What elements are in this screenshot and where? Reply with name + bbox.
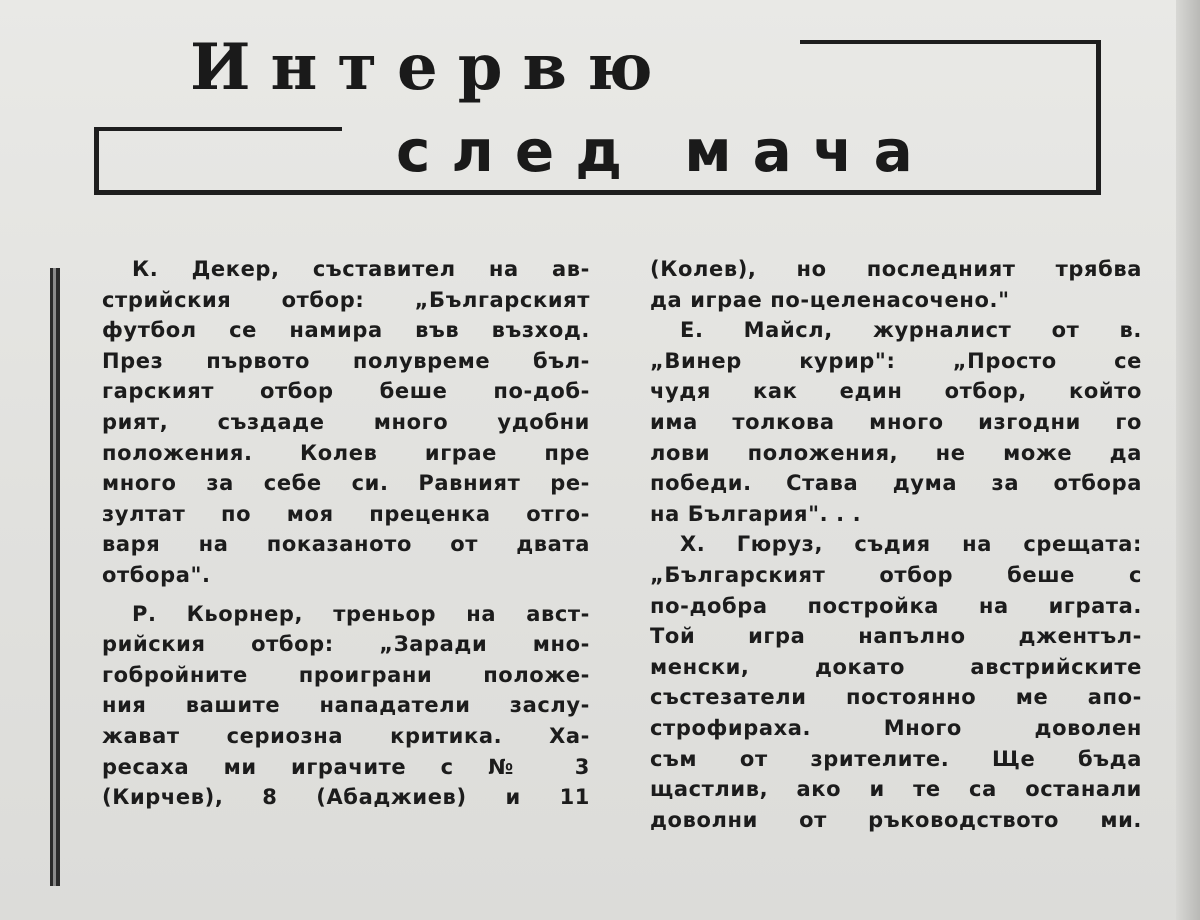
text-line: много за себе си. Равният ре- xyxy=(102,471,590,496)
text-line: положения. Колев играе пре xyxy=(102,440,590,465)
text-line: рийския отбор: „Заради мно- xyxy=(102,632,590,657)
text-line: (Кирчев), 8 (Абаджиев) и 11 xyxy=(102,785,590,810)
text-line: на България". . . xyxy=(650,501,862,526)
text-line: победи. Става дума за отбора xyxy=(650,471,1142,496)
text-line: да играе по-целенасочено." xyxy=(650,287,1010,312)
text-line: Р. Кьорнер, треньор на авст- xyxy=(132,601,590,626)
text-line: Е. Майсл, журналист от в. xyxy=(680,318,1142,343)
text-line: ресаха ми играчите с № 3 xyxy=(102,754,590,779)
heading-rule-middle xyxy=(94,127,342,131)
text-line: менски, докато австрийските xyxy=(650,654,1142,679)
text-line: жават сериозна критика. Ха- xyxy=(102,723,590,748)
text-line: чудя как един отбор, който xyxy=(650,379,1142,404)
paragraph-gap xyxy=(102,591,590,599)
heading-rule-right xyxy=(1096,40,1101,194)
text-line: по-добра постройка на играта. xyxy=(650,593,1142,618)
heading-rule-top xyxy=(800,40,1100,44)
text-line: Х. Гюруз, съдия на срещата: xyxy=(680,532,1142,557)
text-line: (Колев), но последният трябва xyxy=(650,257,1142,281)
text-line: През първото полувреме бъл- xyxy=(102,348,590,373)
text-line: К. Декер, съставител на ав- xyxy=(132,257,590,281)
text-line: има толкова много изгодни го xyxy=(650,409,1142,434)
text-line: доволни от ръководството ми. xyxy=(650,807,1142,832)
text-line: лови положения, не може да xyxy=(650,440,1142,465)
text-line: варя на показаното от двата xyxy=(102,532,590,557)
heading-rule-bottom xyxy=(94,190,1101,195)
text-line: „Винер курир": „Просто се xyxy=(650,348,1142,373)
margin-bar xyxy=(50,268,60,886)
text-line: гобройните проиграни положе- xyxy=(102,662,590,687)
text-line: ния вашите нападатели заслу- xyxy=(102,693,590,718)
text-line: съм от зрителите. Ще бъда xyxy=(650,746,1142,771)
text-line: отбора". xyxy=(102,562,211,587)
article-column-left xyxy=(102,254,590,813)
text-line: „Българският отбор беше с xyxy=(650,562,1142,587)
text-line: зултат по моя преценка отго- xyxy=(102,501,590,526)
headline-after-match: след мача xyxy=(396,117,934,185)
heading-rule-left xyxy=(94,128,99,195)
headline-interview: Интервю xyxy=(190,30,673,105)
text-line: стрийския отбор: „Българският xyxy=(102,287,590,312)
text-line: щастлив, ако и те са останали xyxy=(650,777,1142,802)
text-line: състезатели постоянно ме апо- xyxy=(650,685,1142,710)
text-line: Той игра напълно джентъл- xyxy=(650,624,1142,649)
text-line: строфираха. Много доволен xyxy=(650,715,1142,740)
article-column-right xyxy=(650,254,1142,835)
text-line: футбол се намира във възход. xyxy=(102,318,590,343)
text-line: рият, създаде много удобни xyxy=(102,409,590,434)
page-edge-shadow xyxy=(1176,0,1200,920)
text-line: гарският отбор беше по-доб- xyxy=(102,379,590,404)
